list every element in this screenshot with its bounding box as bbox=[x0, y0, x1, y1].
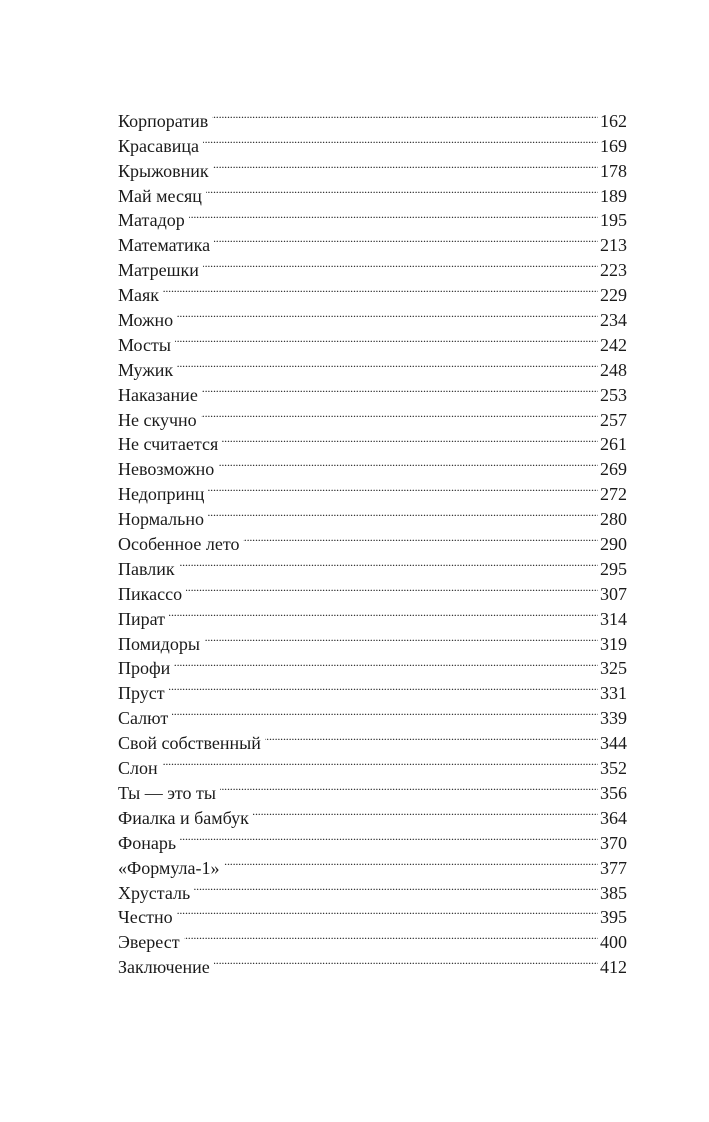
toc-entry-title: Ты — это ты bbox=[118, 782, 217, 803]
toc-entry-title: Помидоры bbox=[118, 633, 200, 654]
toc-leader-dots bbox=[208, 475, 598, 500]
toc-leader-dots bbox=[224, 849, 598, 874]
toc-entry-page: 178 bbox=[600, 160, 627, 181]
toc-entry-page: 257 bbox=[600, 409, 627, 430]
toc-entry bbox=[118, 849, 627, 878]
toc-leader-dots bbox=[243, 525, 598, 550]
toc-entry-page: 364 bbox=[600, 807, 627, 828]
toc-leader-dots bbox=[179, 550, 598, 575]
toc-entry bbox=[118, 600, 627, 629]
toc-leader-dots bbox=[169, 600, 598, 625]
toc-entry-title: Честно bbox=[118, 907, 173, 928]
toc-entry bbox=[118, 948, 627, 978]
toc-entry-page: 269 bbox=[600, 459, 627, 480]
toc-entry-page: 253 bbox=[600, 384, 627, 405]
toc-entry-title: Не скучно bbox=[118, 409, 197, 430]
toc-entry-title: Маяк bbox=[118, 285, 160, 306]
toc-leader-dots bbox=[206, 177, 598, 202]
toc-leader-dots bbox=[253, 799, 598, 824]
toc-entry-page: 272 bbox=[600, 484, 627, 505]
toc-entry-title: Хрусталь bbox=[118, 882, 191, 903]
toc-entry-title: Матрешки bbox=[118, 260, 199, 281]
toc-entry-title: Не считается bbox=[118, 434, 219, 455]
toc-entry-title: Нормально bbox=[118, 509, 204, 530]
toc-leader-dots bbox=[222, 426, 598, 451]
toc-entry-page: 400 bbox=[600, 932, 627, 953]
toc-entry-title: Можно bbox=[118, 310, 174, 331]
toc-entry bbox=[118, 376, 627, 405]
toc-entry-page: 307 bbox=[600, 583, 627, 604]
toc-entry-page: 356 bbox=[600, 782, 627, 803]
toc-entry bbox=[118, 550, 627, 579]
toc-entry-page: 248 bbox=[600, 359, 627, 380]
toc-entry-page: 339 bbox=[600, 708, 627, 729]
toc-entry-page: 412 bbox=[600, 957, 627, 978]
toc-entry-page: 319 bbox=[600, 633, 627, 654]
toc-entry bbox=[118, 774, 627, 803]
toc-entry-title: Красавица bbox=[118, 135, 199, 156]
toc-entry-page: 189 bbox=[600, 185, 627, 206]
toc-entry-title: Свой собственный bbox=[118, 733, 261, 754]
toc-entry-page: 325 bbox=[600, 658, 627, 679]
toc-entry-title: Наказание bbox=[118, 384, 198, 405]
toc-leader-dots bbox=[204, 625, 598, 650]
toc-entry-page: 234 bbox=[600, 310, 627, 331]
toc-entry-title: Крыжовник bbox=[118, 160, 209, 181]
toc-entry-title: Заключение bbox=[118, 957, 210, 978]
toc-leader-dots bbox=[172, 699, 598, 724]
toc-entry-page: 395 bbox=[600, 907, 627, 928]
toc-entry-title: Особенное лето bbox=[118, 534, 240, 555]
toc-entry bbox=[118, 575, 627, 604]
toc-entry-page: 290 bbox=[600, 534, 627, 555]
toc-entry-title: Профи bbox=[118, 658, 171, 679]
toc-entry-title: Салют bbox=[118, 708, 169, 729]
toc-entry-page: 370 bbox=[600, 832, 627, 853]
toc-leader-dots bbox=[214, 226, 598, 251]
toc-entry bbox=[118, 625, 627, 654]
toc-entry-page: 385 bbox=[600, 882, 627, 903]
toc-leader-dots bbox=[174, 650, 598, 675]
toc-entry bbox=[118, 351, 627, 380]
toc-entry bbox=[118, 749, 627, 779]
toc-leader-dots bbox=[203, 127, 598, 152]
toc-leader-dots bbox=[265, 724, 598, 749]
toc-entry bbox=[118, 674, 627, 704]
toc-entry-title: Слон bbox=[118, 758, 158, 779]
toc-entry-page: 377 bbox=[600, 857, 627, 878]
toc-entry-title: «Формула-1» bbox=[118, 857, 220, 878]
toc-entry-page: 261 bbox=[600, 434, 627, 455]
toc-entry-title: Мужик bbox=[118, 359, 174, 380]
toc-leader-dots bbox=[189, 202, 598, 227]
toc-entry-title: Пират bbox=[118, 608, 166, 629]
toc-entry-title: Пруст bbox=[118, 683, 165, 704]
toc-entry-page: 344 bbox=[600, 733, 627, 754]
toc-entry-title: Мосты bbox=[118, 334, 171, 355]
toc-leader-dots bbox=[180, 824, 598, 849]
toc-leader-dots bbox=[212, 102, 598, 127]
toc-leader-dots bbox=[169, 674, 598, 699]
toc-entry-title: Матадор bbox=[118, 210, 185, 231]
toc-entry bbox=[118, 650, 627, 679]
toc-entry-page: 169 bbox=[600, 135, 627, 156]
toc-leader-dots bbox=[177, 899, 598, 924]
toc-entry-title: Математика bbox=[118, 235, 211, 256]
toc-entry bbox=[118, 724, 627, 754]
toc-entry bbox=[118, 326, 627, 355]
toc-entry bbox=[118, 102, 627, 131]
toc-leader-dots bbox=[220, 774, 598, 799]
toc-entry-title: Эверест bbox=[118, 932, 180, 953]
toc-entry-title: Фиалка и бамбук bbox=[118, 807, 249, 828]
toc-leader-dots bbox=[186, 575, 598, 600]
toc-leader-dots bbox=[202, 376, 598, 401]
toc-entry-title: Недопринц bbox=[118, 484, 205, 505]
toc-leader-dots bbox=[163, 276, 598, 301]
toc-leader-dots bbox=[213, 152, 598, 177]
toc-leader-dots bbox=[203, 251, 598, 276]
toc-entry bbox=[118, 276, 627, 306]
toc-entry-page: 229 bbox=[600, 285, 627, 306]
toc-leader-dots bbox=[177, 351, 598, 376]
toc-entry-page: 213 bbox=[600, 235, 627, 256]
toc-entry bbox=[118, 874, 627, 903]
toc-entry-title: Невозможно bbox=[118, 459, 215, 480]
toc-entry-page: 352 bbox=[600, 758, 627, 779]
toc-entry-title: Пикассо bbox=[118, 583, 183, 604]
toc-entry bbox=[118, 923, 627, 953]
toc-leader-dots bbox=[218, 450, 598, 475]
toc-entry-page: 331 bbox=[600, 683, 627, 704]
toc-leader-dots bbox=[177, 301, 598, 326]
toc-leader-dots bbox=[201, 401, 598, 426]
toc-leader-dots bbox=[175, 326, 598, 351]
toc-entry-title: Павлик bbox=[118, 558, 175, 579]
toc-entry bbox=[118, 202, 627, 231]
toc-entry-page: 295 bbox=[600, 558, 627, 579]
toc-entry-title: Фонарь bbox=[118, 832, 177, 853]
toc-entry-page: 242 bbox=[600, 334, 627, 355]
toc-leader-dots bbox=[214, 948, 598, 973]
toc-entry bbox=[118, 824, 627, 853]
toc-entry-page: 314 bbox=[600, 608, 627, 629]
toc-entry bbox=[118, 301, 627, 331]
toc-entry bbox=[118, 899, 627, 928]
toc-entry-page: 162 bbox=[600, 110, 627, 131]
toc-entry bbox=[118, 226, 627, 256]
toc-leader-dots bbox=[194, 874, 598, 899]
toc-entry-page: 280 bbox=[600, 509, 627, 530]
toc-entry-page: 223 bbox=[600, 260, 627, 281]
toc-leader-dots bbox=[208, 500, 598, 525]
table-of-contents bbox=[118, 102, 627, 978]
toc-entry bbox=[118, 699, 627, 729]
toc-leader-dots bbox=[184, 923, 598, 948]
toc-entry-title: Корпоратив bbox=[118, 110, 209, 131]
toc-entry-title: Май месяц bbox=[118, 185, 202, 206]
toc-entry-page: 195 bbox=[600, 210, 627, 231]
toc-leader-dots bbox=[162, 749, 598, 774]
